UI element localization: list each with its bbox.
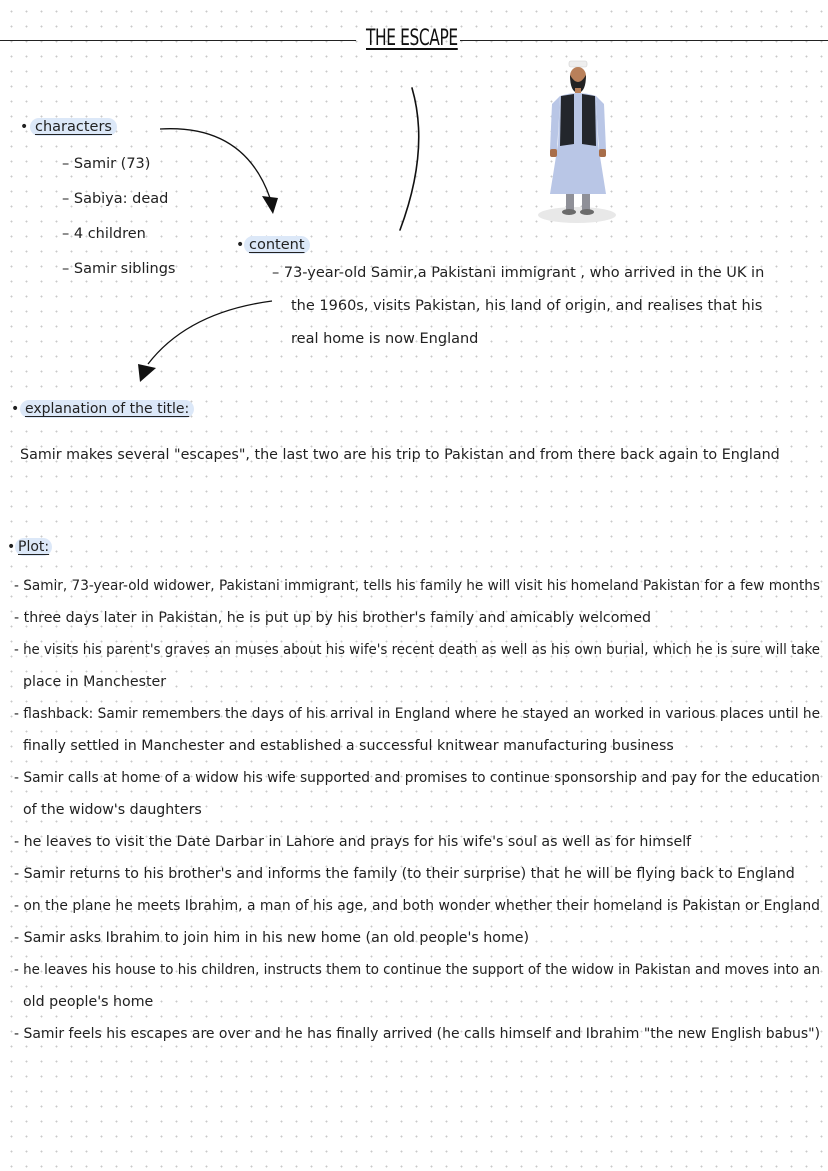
plot-line: - flashback: Samir remembers the days of his arrival in England where he stayed an worked in various places until he — [14, 706, 821, 722]
figure-right-shoe — [580, 209, 594, 215]
plot-heading: Plot: — [15, 538, 52, 556]
content-line: real home is now England — [291, 331, 479, 347]
figure-left-leg — [566, 194, 574, 210]
plot-line: - Samir calls at home of a widow his wife supported and promises to continue sponsorship and pay for the education — [14, 770, 821, 786]
plot-line: - he leaves to visit the Date Darbar in Lahore and prays for his wife's soul as well as for himself — [14, 834, 692, 850]
content-line: the 1960s, visits Pakistan, his land of origin, and realises that his — [291, 298, 763, 314]
plot-line: place in Manchester — [23, 674, 167, 690]
explanation-heading: explanation of the title: — [20, 400, 194, 418]
figure-cap — [569, 61, 587, 67]
figure-right-leg — [582, 194, 590, 210]
content-bullet: • — [236, 237, 245, 253]
figure-shadow — [538, 207, 616, 223]
bracket-curve — [396, 86, 426, 234]
plot-line: - three days later in Pakistan, he is put up by his brother's family and amicably welcomed — [14, 610, 651, 626]
figure-vest-left — [560, 94, 574, 146]
characters-heading: characters — [30, 118, 117, 136]
plot-line: old people's home — [23, 994, 154, 1010]
plot-line: - Samir, 73-year-old widower, Pakistani immigrant, tells his family he will visit his homeland Pakistan for a few months — [14, 578, 821, 594]
plot-line: finally settled in Manchester and established a successful knitwear manufacturing business — [23, 738, 674, 754]
page-title: THE ESCAPE — [366, 26, 458, 51]
characters-bullet: • — [20, 119, 29, 135]
plot-bullet: • — [7, 539, 16, 555]
title-rule-right — [460, 40, 828, 41]
plot-line: - he leaves his house to his children, instructs them to continue the support of the widow in Pakistan and moves into an — [14, 962, 821, 978]
character-item: – Sabiya: dead — [62, 191, 169, 207]
plot-line: - on the plane he meets Ibrahim, a man of his age, and both wonder whether their homeland is Pakistan or England — [14, 898, 820, 914]
explanation-text: Samir makes several "escapes", the last two are his trip to Pakistan and from there back again to England — [20, 447, 780, 463]
arrow-content-to-explanation — [132, 296, 278, 388]
plot-line: - Samir feels his escapes are over and he has finally arrived (he calls himself and Ibrahim "the new English babus") — [14, 1026, 821, 1042]
character-item: – Samir siblings — [62, 261, 176, 277]
figure-left-shoe — [562, 209, 576, 215]
figure-left-hand — [550, 149, 557, 157]
plot-line: - Samir asks Ibrahim to join him in his new home (an old people's home) — [14, 930, 530, 946]
figure-right-hand — [599, 149, 606, 157]
figure-vest-right — [582, 94, 596, 146]
man-figure-illustration — [530, 58, 622, 230]
arrow-characters-to-content — [156, 122, 286, 222]
explanation-bullet: • — [11, 401, 20, 417]
figure-neck — [575, 88, 581, 93]
content-heading: content — [244, 236, 310, 254]
title-rule-left — [0, 40, 356, 41]
character-item: – Samir (73) — [62, 156, 151, 172]
plot-line: of the widow's daughters — [23, 802, 202, 818]
plot-line: - Samir returns to his brother's and informs the family (to their surprise) that he will be flying back to England — [14, 866, 795, 882]
content-line: – 73-year-old Samir,a Pakistani immigrant , who arrived in the UK in — [272, 265, 765, 281]
plot-line: - he visits his parent's graves an muses about his wife's recent death as well as his own burial, which he is sure will take — [14, 642, 820, 658]
character-item: – 4 children — [62, 226, 146, 242]
